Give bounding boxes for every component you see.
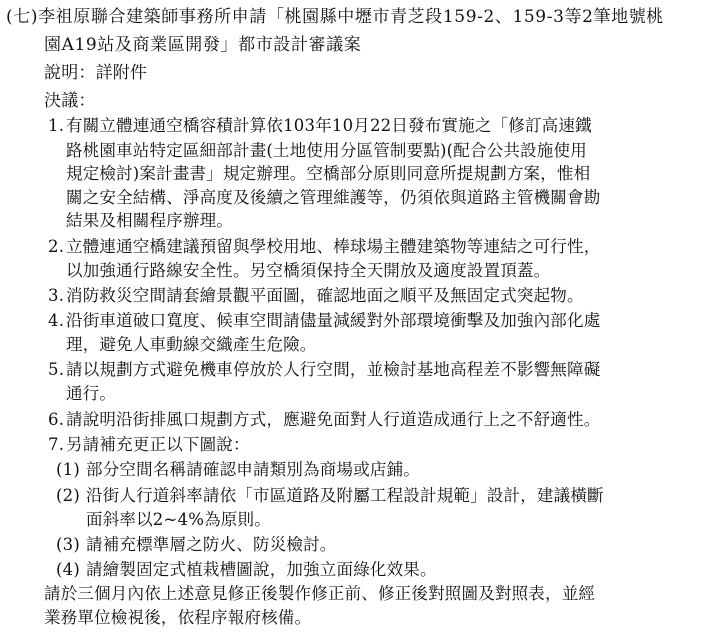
item-text: 有關立體連通空橋容積計算依103年10月22日發布實施之「修訂高速鐵: [66, 116, 592, 135]
sub-item-1: [56, 459, 420, 481]
closing-line-1: 請於三個月內依上述意見修正後製作修正前、修正後對照圖及對照表，並經: [44, 584, 596, 603]
item-text: 消防救災空間請套繪景觀平面圖，確認地面之順平及無固定式突起物。: [66, 286, 584, 305]
item-text: 立體連通空橋建議預留與學校用地、棒球場主體建築物等連結之可行性，: [66, 237, 601, 256]
resolution-item-1: [48, 115, 592, 137]
resolution-item-1-line-4: 關之安全結構、淨高度及後續之管理維護等，仍須依與道路主管機關會勘: [66, 188, 601, 207]
sub-item-number: (1): [56, 460, 80, 479]
resolution-item-1-line-2: 路桃園車站特定區細部計畫(土地使用分區管制要點)(配合公共設施使用: [66, 141, 587, 160]
resolution-label: 決議：: [44, 91, 96, 111]
resolution-item-1-line-5: 結果及相關程序辦理。: [66, 211, 233, 230]
item-text: 請以規劃方式避免機車停放於人行空間，並檢討基地高程差不影響無障礙: [66, 360, 601, 379]
item-number: 6.: [48, 410, 65, 429]
item-number: 7.: [48, 435, 65, 454]
item-number: 5.: [48, 360, 65, 379]
item-text: 另請補充更正以下圖說：: [66, 435, 250, 454]
sub-item-number: (3): [56, 535, 80, 554]
sub-item-4: [56, 559, 437, 581]
item-number: 3.: [48, 286, 65, 305]
resolution-item-4-line-2: 理，避免人車動線交織產生危險。: [66, 335, 317, 354]
section-title-line-2: 園A19站及商業區開發」都市設計審議案: [44, 35, 362, 55]
sub-item-text: 請補充標準層之防火、防災檢討。: [86, 535, 337, 554]
item-text: 請說明沿街排風口規劃方式，應避免面對人行道造成通行上之不舒適性。: [66, 410, 601, 429]
item-number: 1.: [48, 116, 65, 135]
resolution-item-1-line-3: 規定檢討)案計畫書」規定辦理。空橋部分原則同意所提規劃方案，惟相: [66, 164, 591, 183]
item-number: 4.: [48, 311, 65, 330]
resolution-item-3: [48, 285, 584, 307]
item-number: 2.: [48, 237, 65, 256]
sub-item-2: [56, 485, 604, 507]
resolution-item-6: [48, 409, 600, 431]
section-title-line-1: (七)李祖原聯合建築師事務所申請「桃園縣中壢市青芝段159-2、159-3等2筆地號桃: [6, 7, 664, 27]
item-text: 沿街車道破口寬度、候車空間請儘量減緩對外部環境衝擊及加強內部化處: [66, 311, 601, 330]
resolution-item-5: [48, 359, 600, 381]
resolution-item-2: [48, 236, 600, 258]
resolution-item-2-line-2: 以加強通行路線安全性。另空橋須保持全天開放及適度設置頂蓋。: [66, 261, 551, 280]
resolution-item-5-line-2: 通行。: [66, 384, 117, 403]
sub-item-text: 沿街人行道斜率請依「市區道路及附屬工程設計規範」設計，建議橫斷: [86, 486, 604, 505]
sub-item-text: 部分空間名稱請確認申請類別為商場或店鋪。: [86, 460, 420, 479]
sub-item-3: [56, 534, 337, 556]
resolution-item-7: [48, 434, 250, 456]
sub-item-number: (2): [56, 486, 80, 505]
description-label: 說明：詳附件: [44, 63, 148, 83]
sub-item-number: (4): [56, 560, 80, 579]
closing-line-2: 業務單位檢視後，依程序報府核備。: [44, 608, 312, 627]
sub-item-2-line-2: 面斜率以2~4%為原則。: [86, 510, 271, 529]
sub-item-text: 請繪製固定式植栽槽圖說，加強立面綠化效果。: [86, 560, 437, 579]
resolution-item-4: [48, 310, 600, 332]
